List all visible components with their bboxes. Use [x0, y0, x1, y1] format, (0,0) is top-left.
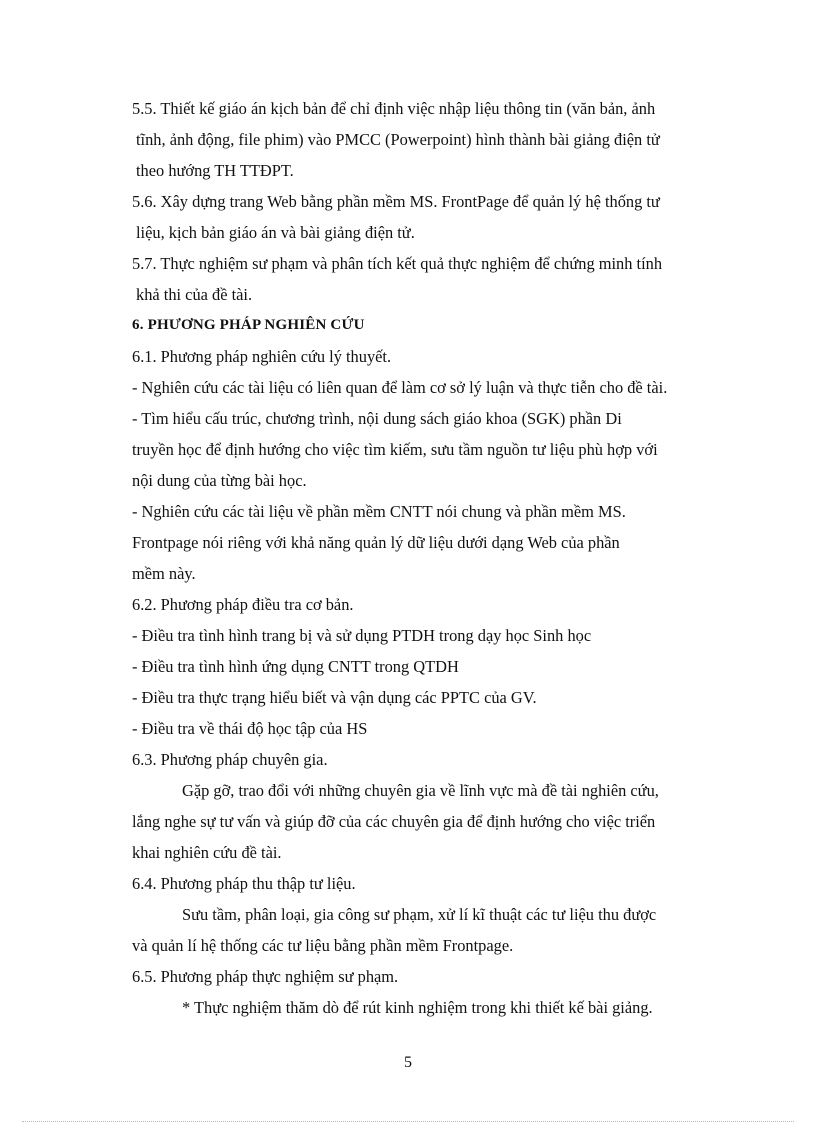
- subheading-6-5: [132, 961, 734, 992]
- text-line: 5.6. Xây dựng trang Web bằng phần mềm MS. FrontPage để quản lý hệ thống tư: [132, 192, 660, 211]
- text-line: và quản lí hệ thống các tư liệu bằng phần mềm Frontpage.: [132, 936, 514, 955]
- text-line: theo hướng TH TTĐPT.: [136, 161, 294, 180]
- paragraph-5-6: [132, 186, 734, 248]
- subheading-6-2: [132, 589, 734, 620]
- text-line: khai nghiên cứu đề tài.: [132, 843, 282, 862]
- text-line: liệu, kịch bản giáo án và bài giảng điện tử.: [136, 223, 415, 242]
- text-line: - Điều tra thực trạng hiểu biết và vận dụng các PPTC của GV.: [132, 688, 537, 707]
- text-line: Sưu tầm, phân loại, gia công sư phạm, xử lí kĩ thuật các tư liệu thu được: [182, 905, 657, 924]
- list-item: [132, 651, 734, 682]
- list-item: [132, 682, 734, 713]
- text-line: truyền học để định hướng cho việc tìm kiếm, sưu tầm nguồn tư liệu phù hợp với: [132, 440, 658, 459]
- text-line: - Điều tra tình hình trang bị và sử dụng PTDH trong dạy học Sinh học: [132, 626, 592, 645]
- paragraph-5-7: [132, 248, 734, 310]
- text-line: 6.3. Phương pháp chuyên gia.: [132, 750, 328, 769]
- list-item: [132, 713, 734, 744]
- list-item: [132, 403, 734, 496]
- paragraph-5-5: [132, 93, 734, 186]
- text-line: Gặp gỡ, trao đổi với những chuyên gia về lĩnh vực mà đề tài nghiên cứu,: [182, 781, 659, 800]
- text-line: 6.1. Phương pháp nghiên cứu lý thuyết.: [132, 347, 392, 366]
- heading-text: 6. PHƯƠNG PHÁP NGHIÊN CỨU: [132, 317, 365, 333]
- text-line: - Điều tra về thái độ học tập của HS: [132, 719, 368, 738]
- text-line: - Nghiên cứu các tài liệu có liên quan để làm cơ sở lý luận và thực tiễn cho đề tài.: [132, 378, 668, 397]
- text-line: * Thực nghiệm thăm dò để rút kinh nghiệm trong khi thiết kế bài giảng.: [182, 998, 653, 1017]
- text-line: - Nghiên cứu các tài liệu về phần mềm CNTT nói chung và phần mềm MS.: [132, 502, 626, 521]
- text-line: nội dung của từng bài học.: [132, 471, 307, 490]
- text-line: Frontpage nói riêng với khả năng quản lý dữ liệu dưới dạng Web của phần: [132, 533, 620, 552]
- list-item: [132, 496, 734, 589]
- page-body: [132, 93, 734, 1023]
- text-line: - Tìm hiểu cấu trúc, chương trình, nội dung sách giáo khoa (SGK) phần Di: [132, 409, 622, 428]
- page-bottom-divider: [22, 1121, 794, 1122]
- paragraph-6-4-body: [132, 899, 734, 961]
- section-heading-6: [132, 310, 734, 341]
- text-line: lắng nghe sự tư vấn và giúp đỡ của các chuyên gia để định hướng cho việc triển: [132, 812, 656, 831]
- text-line: 6.2. Phương pháp điều tra cơ bản.: [132, 595, 354, 614]
- text-line: mềm này.: [132, 564, 196, 583]
- list-item: [132, 372, 734, 403]
- text-line: 5.7. Thực nghiệm sư phạm và phân tích kết quả thực nghiệm để chứng minh tính: [132, 254, 663, 273]
- text-line: - Điều tra tình hình ứng dụng CNTT trong QTDH: [132, 657, 459, 676]
- paragraph-6-5-body: [132, 992, 734, 1023]
- text-line: 6.5. Phương pháp thực nghiệm sư phạm.: [132, 967, 399, 986]
- paragraph-6-3-body: [132, 775, 734, 868]
- text-line: 5.5. Thiết kế giáo án kịch bản để chỉ định việc nhập liệu thông tin (văn bản, ảnh: [132, 99, 656, 118]
- text-line: khả thi của đề tài.: [136, 285, 253, 304]
- subheading-6-3: [132, 744, 734, 775]
- subheading-6-4: [132, 868, 734, 899]
- text-line: tĩnh, ảnh động, file phim) vào PMCC (Powerpoint) hình thành bài giảng điện tử: [136, 130, 660, 149]
- subheading-6-1: [132, 341, 734, 372]
- text-line: 6.4. Phương pháp thu thập tư liệu.: [132, 874, 356, 893]
- page-number: 5: [404, 1054, 412, 1071]
- list-item: [132, 620, 734, 651]
